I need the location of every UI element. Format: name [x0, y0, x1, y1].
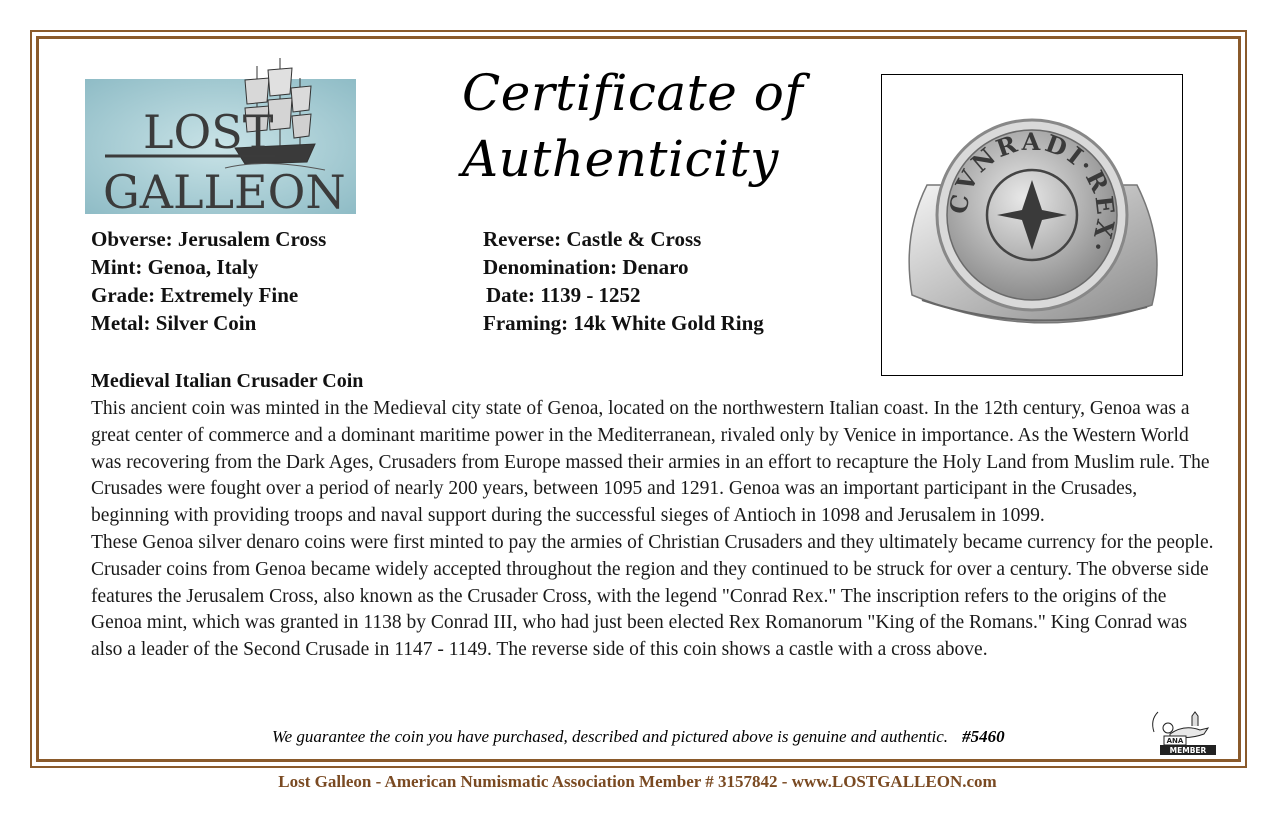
attributes-left [91, 225, 326, 337]
description-text [91, 396, 1216, 664]
logo-text-galleon: GALLEON [103, 165, 346, 214]
attr-grade: Grade: Extremely Fine [91, 283, 299, 307]
attr-denomination: Denomination: Denaro [483, 255, 689, 279]
title-line-2: Authenticity [462, 130, 779, 188]
coin-legend: CVNRADI·REX· [943, 126, 1121, 260]
footer-membership: Lost Galleon - American Numismatic Association Member # 3157842 - www.LOSTGALLEON.com [278, 772, 997, 791]
attr-mint: Mint: Genoa, Italy [91, 255, 259, 279]
attr-obverse: Obverse: Jerusalem Cross [91, 227, 327, 251]
ana-member-badge [1148, 706, 1220, 756]
description-title: Medieval Italian Crusader Coin [91, 370, 364, 392]
title-line-1: Certificate of [462, 64, 804, 122]
certificate-number: #5460 [962, 727, 1005, 746]
certificate-title [462, 60, 822, 192]
coin-ring-image [882, 75, 1182, 375]
description-paragraph-1: This ancient coin was minted in the Medieval city state of Genoa, located on the northwestern Italian coast. In the 12th century, Genoa was a great center of commerce and a dominant maritime power in the Mediterranean, rivaled only by Venice in importance. As the Western World was recovering from the Dark Ages, Crusaders from Europe massed their armies in an effort to recapture the Holy Land from Muslim rule. The Crusades were fought over a period of nearly 200 years, between 1095 and 1291. Genoa was an important participant in the Crusades, beginning with providing troops and naval support during the successful sieges of Antioch in 1098 and Jerusalem in 1099. [91, 398, 1210, 527]
attr-date: Date: 1139 - 1252 [486, 283, 641, 307]
lost-galleon-logo [85, 58, 356, 214]
attributes-right [483, 225, 764, 337]
oil-lamp-icon [1163, 712, 1208, 738]
badge-ana-text: ANA [1166, 737, 1184, 745]
badge-member-text: MEMBER [1169, 746, 1207, 755]
description-paragraph-2: These Genoa silver denaro coins were first minted to pay the armies of Christian Crusaders and they ultimately became currency for the people. Crusader coins from Genoa became widely accepted throughout the region and they continued to be struck for over a century. The obverse side features the Jerusalem Cross, also known as the Crusader Cross, with the legend "Conrad Rex." The inscription refers to the origins of the Genoa mint, which was granted in 1138 by Conrad III, who had just been elected Rex Romanorum "King of the Romans." King Conrad was also a leader of the Second Crusade in 1147 - 1149. The reverse side of this coin shows a castle with a cross above. [91, 531, 1214, 661]
attr-framing: Framing: 14k White Gold Ring [483, 311, 764, 335]
coin-photo-frame [881, 74, 1183, 376]
attr-reverse: Reverse: Castle & Cross [483, 227, 702, 251]
guarantee-line [272, 727, 1005, 747]
guarantee-text: We guarantee the coin you have purchased, described and pictured above is genuine and authentic. [272, 727, 949, 746]
attr-metal: Metal: Silver Coin [91, 311, 257, 335]
logo-text-lost: LOST [143, 105, 274, 159]
